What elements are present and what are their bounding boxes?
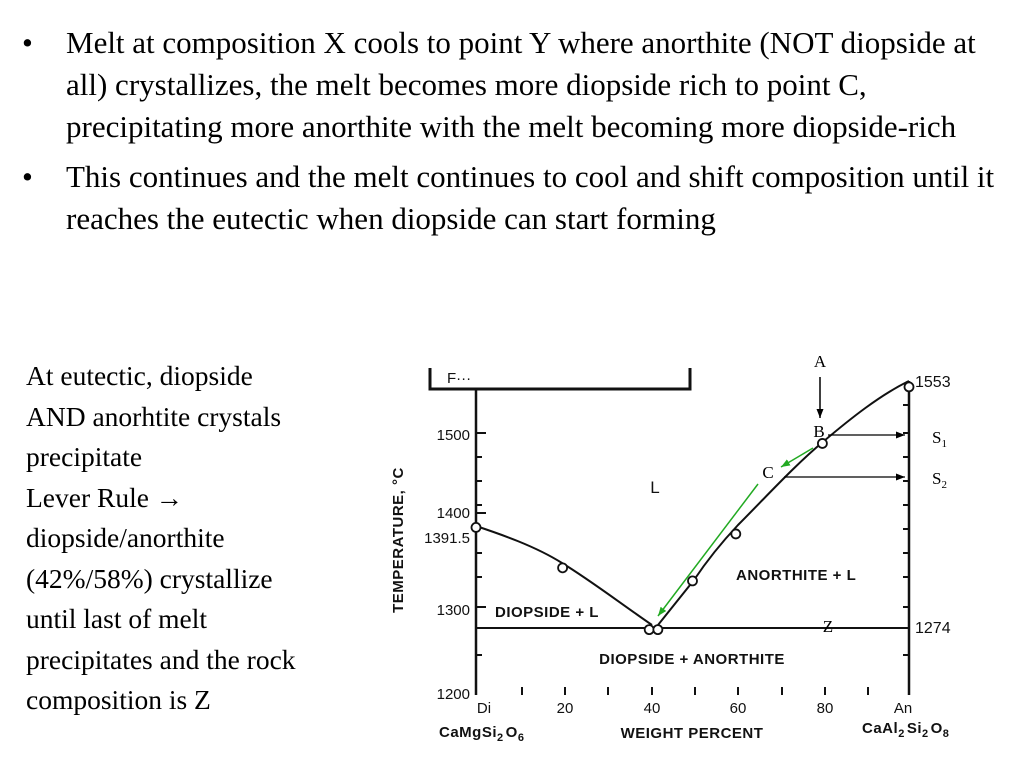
data-point-marker: [688, 576, 697, 585]
data-point-marker: [905, 382, 914, 391]
side-line: (42%/58%) crystallize: [26, 562, 273, 594]
diopside-formula: [439, 724, 524, 744]
formula-subscript: 6: [517, 732, 525, 744]
s2-letter: S: [932, 469, 942, 488]
x-tick-label: An: [893, 700, 913, 717]
region-label-diopside-l: DIOPSIDE + L: [495, 604, 599, 621]
anorthite-liquidus: [658, 381, 909, 625]
s1-subscript: 1: [941, 438, 947, 450]
formula-part: O: [930, 720, 943, 737]
y-tick-label: 1300: [436, 602, 470, 619]
annotation-s1: [932, 428, 947, 450]
side-line: composition is Z: [26, 684, 211, 715]
y-axis-label: TEMPERATURE, °C: [390, 467, 407, 613]
data-point-marker: [558, 563, 567, 572]
formula-part: Si: [906, 720, 922, 737]
x-tick-label: 40: [643, 700, 661, 717]
s2-subscript: 2: [941, 479, 947, 491]
right-label: 1553: [915, 374, 951, 391]
y-tick-label: 1500: [436, 427, 470, 444]
left-ticks: [476, 433, 486, 655]
figure-fragment-label: F···: [447, 370, 472, 387]
side-line: AND anorhtite crystals: [26, 400, 282, 432]
formula-part: CaAl: [862, 720, 899, 737]
side-line: At eutectic, diopside: [26, 360, 253, 391]
side-line: precipitate: [26, 441, 143, 472]
region-label-liquid: L: [650, 478, 660, 497]
x-axis-label: WEIGHT PERCENT: [620, 725, 764, 742]
formula-subscript: 2: [898, 728, 905, 740]
side-line: Lever Rule →: [26, 481, 184, 513]
data-point-marker: [472, 523, 481, 532]
formula-part: CaMgSi: [439, 724, 498, 741]
y-tick-label: 1200: [436, 686, 470, 703]
formula-part: O: [505, 724, 518, 741]
annotation-b: B: [813, 422, 825, 441]
region-label-solid: DIOPSIDE + ANORTHITE: [599, 651, 785, 668]
s1-letter: S: [932, 428, 942, 447]
side-line: until last of melt: [26, 603, 208, 634]
formula-subscript: 2: [497, 732, 504, 744]
bullet-text: Melt at composition X cools to point Y where anorthite (NOT diopside at all) crystallizes, the melt becomes more diopside rich to point C, precipitating more anorthite with the melt becoming more diopside-rich: [66, 25, 976, 144]
data-point-marker: [731, 529, 740, 538]
right-label: 1274: [915, 620, 951, 637]
annotation-z: Z: [822, 617, 834, 636]
annotation-a: A: [813, 352, 827, 371]
side-line: precipitates and the rock: [26, 643, 296, 675]
x-tick-label: Di: [476, 700, 492, 717]
anorthite-formula: [862, 720, 949, 740]
cooling-path-arrow: [781, 448, 813, 467]
bottom-ticks: [522, 687, 868, 695]
data-point-marker: [645, 625, 654, 634]
y-tick-label: 1391.5: [424, 530, 470, 547]
formula-subscript: 2: [922, 728, 929, 740]
bullet-marker: •: [22, 159, 33, 194]
y-tick-label: 1400: [436, 505, 470, 522]
x-tick-label: 20: [556, 700, 574, 717]
side-line: diopside/anorthite: [26, 522, 225, 553]
x-tick-label: 60: [729, 700, 747, 717]
annotation-s2: [932, 469, 947, 491]
annotation-c: C: [762, 463, 774, 482]
region-label-anorthite-l: ANORTHITE + L: [736, 567, 857, 584]
data-point-marker: [653, 625, 662, 634]
bullet-text: This continues and the melt continues to cool and shift composition until it reaches the eutectic when diopside can start forming: [66, 159, 995, 236]
formula-subscript: 8: [942, 728, 950, 740]
cooling-path-arrow: [658, 484, 758, 616]
x-tick-label: 80: [816, 700, 834, 717]
bullet-marker: •: [22, 25, 33, 60]
data-markers: [472, 382, 914, 634]
